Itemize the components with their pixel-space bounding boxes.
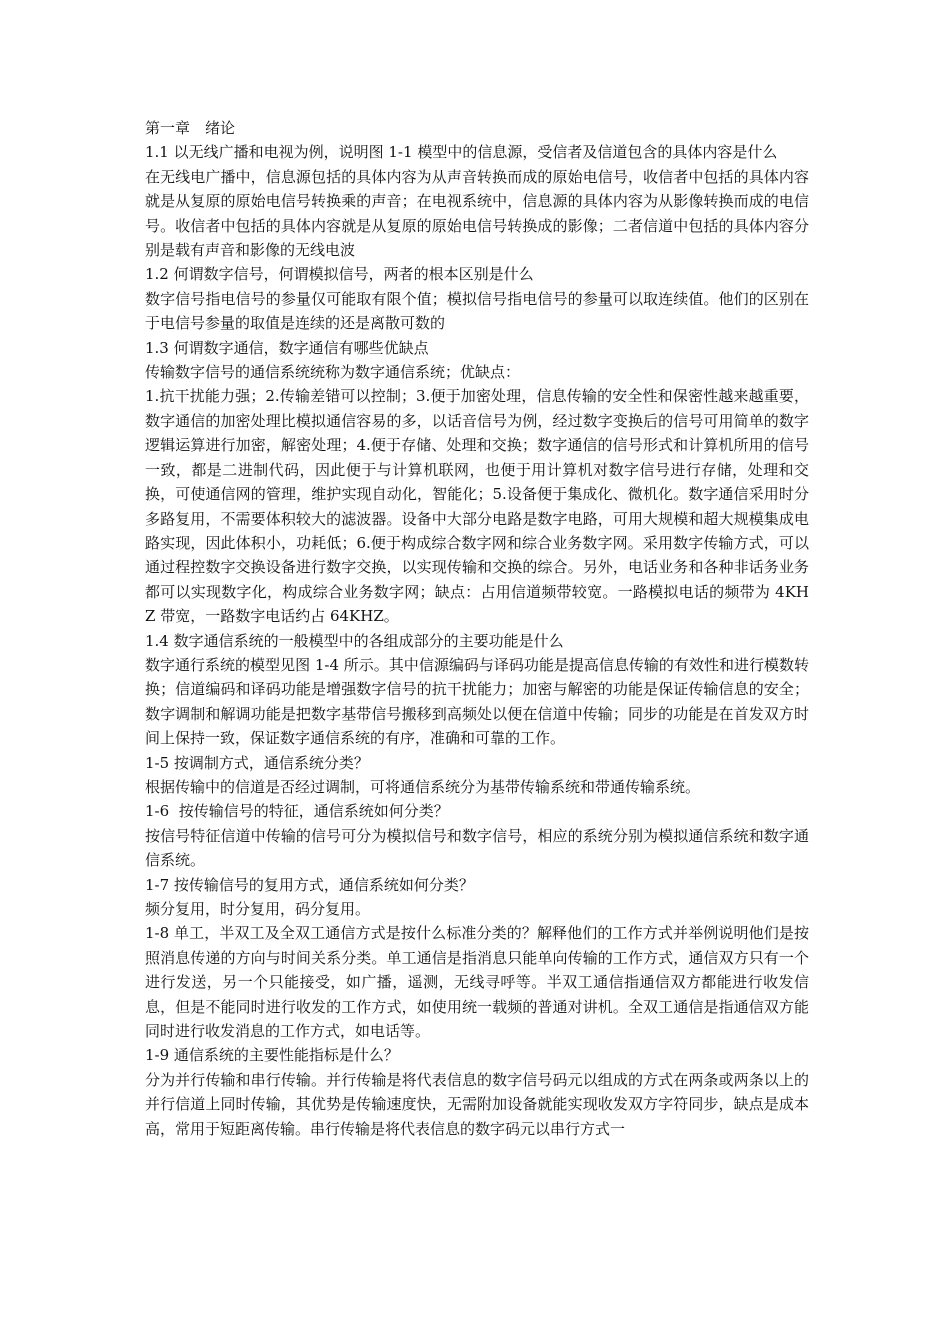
question-1-3: 1.3 何谓数字通信，数字通信有哪些优缺点 <box>145 338 429 357</box>
answer-1-3-intro: 传输数字信号的通信系统统称为数字通信系统；优缺点： <box>145 363 521 382</box>
answer-1-7: 频分复用，时分复用，码分复用。 <box>145 900 371 918</box>
answer-1-9: 分为并行传输和串行传输。并行传输是将代表信息的数字信号码元以组成的方式在两条或两条以上的并行信道上同时传输，其优势是传输速度快，无需附加设备就能实现收发双方字符同步，缺点是成本高，常用于短距离传输。串行传输是将代表信息的数字码元以串行方式一 <box>145 1070 809 1138</box>
answer-1-1: 在无线电广播中，信息源包括的具体内容为从声音转换而成的原始电信号，收信者中包括的具体内容就是从复原的原始电信号转换乘的声音；在电视系统中，信息源的具体内容为从影像转换而成的电信号。收信者中包括的具体内容就是从复原的原始电信号转换成的影像；二者信道中包括的具体内容分别是载有声音和影像的无线电波 <box>145 167 809 260</box>
document-body <box>145 116 809 1141</box>
answer-1-6: 按信号特征信道中传输的信号可分为模拟信号和数字信号，相应的系统分别为模拟通信系统和数字通信系统。 <box>145 826 809 870</box>
question-1-2: 1.2 何谓数字信号，何谓模拟信号，两者的根本区别是什么 <box>145 265 534 284</box>
question-1-7: 1-7 按传输信号的复用方式，通信系统如何分类？ <box>145 875 474 894</box>
question-1-6: 1-6 按传输信号的特征，通信系统如何分类？ <box>145 802 449 821</box>
question-1-1: 1.1 以无线广播和电视为例，说明图 1-1 模型中的信息源，受信者及信道包含的具体内容是什么 <box>145 143 778 162</box>
question-1-5: 1-5 按调制方式，通信系统分类？ <box>145 753 369 772</box>
question-1-9: 1-9 通信系统的主要性能指标是什么？ <box>145 1046 399 1065</box>
answer-1-5: 根据传输中的信道是否经过调制，可将通信系统分为基带传输系统和带通传输系统。 <box>145 777 701 796</box>
answer-1-3: 1.抗干扰能力强；2.传输差错可以控制；3.便于加密处理，信息传输的安全性和保密性越来越重要，数字通信的加密处理比模拟通信容易的多，以话音信号为例，经过数字变换后的信号可用简单的数字逻辑运算进行加密，解密处理；4.便于存储、处理和交换；数字通信的信号形式和计算机所用的信号一致，都是二进制代码，因此便于与计算机联网，也便于用计算机对数字信号进行存储，处理和交换，可使通信网的管理，维护实现自动化，智能化；5.设备便于集成化、微机化。数字通信采用时分多路复用，不需要体积较大的滤波器。设备中大部分电路是数字电路，可用大规模和超大规模集成电路实现，因此体积小，功耗低；6.便于构成综合数字网和综合业务数字网。采用数字传输方式，可以通过程控数字交换设备进行数字交换，以实现传输和交换的综合。另外，电话业务和各种非话务业务都可以实现数字化，构成综合业务数字网；缺点：占用信道频带较宽。一路模拟电话的频带为 4KHZ 带宽，一路数字电话约占 64KHZ。 <box>145 387 809 626</box>
chapter-title: 第一章 绪论 <box>145 119 236 137</box>
question-answer-1-8: 1-8 单工，半双工及全双工通信方式是按什么标准分类的？解释他们的工作方式并举例说明他们是按照消息传递的方向与时间关系分类。单工通信是指消息只能单向传输的工作方式，通信双方只有一个进行发送，另一个只能接受，如广播，遥测，无线寻呼等。半双工通信指通信双方都能进行收发信息，但是不能同时进行收发的工作方式，如使用统一载频的普通对讲机。全双工通信是指通信双方能同时进行收发消息的工作方式，如电话等。 <box>145 924 809 1041</box>
answer-1-4: 数字通行系统的模型见图 1-4 所示。其中信源编码与译码功能是提高信息传输的有效性和进行模数转换；信道编码和译码功能是增强数字信号的抗干扰能力；加密与解密的功能是保证传输信息的安全；数字调制和解调功能是把数字基带信号搬移到高频处以便在信道中传输；同步的功能是在首发双方时间上保持一致，保证数字通信系统的有序，准确和可靠的工作。 <box>145 655 809 748</box>
answer-1-2: 数字信号指电信号的参量仅可能取有限个值；模拟信号指电信号的参量可以取连续值。他们的区别在于电信号参量的取值是连续的还是离散可数的 <box>145 289 809 333</box>
question-1-4: 1.4 数字通信系统的一般模型中的各组成部分的主要功能是什么 <box>145 631 564 650</box>
